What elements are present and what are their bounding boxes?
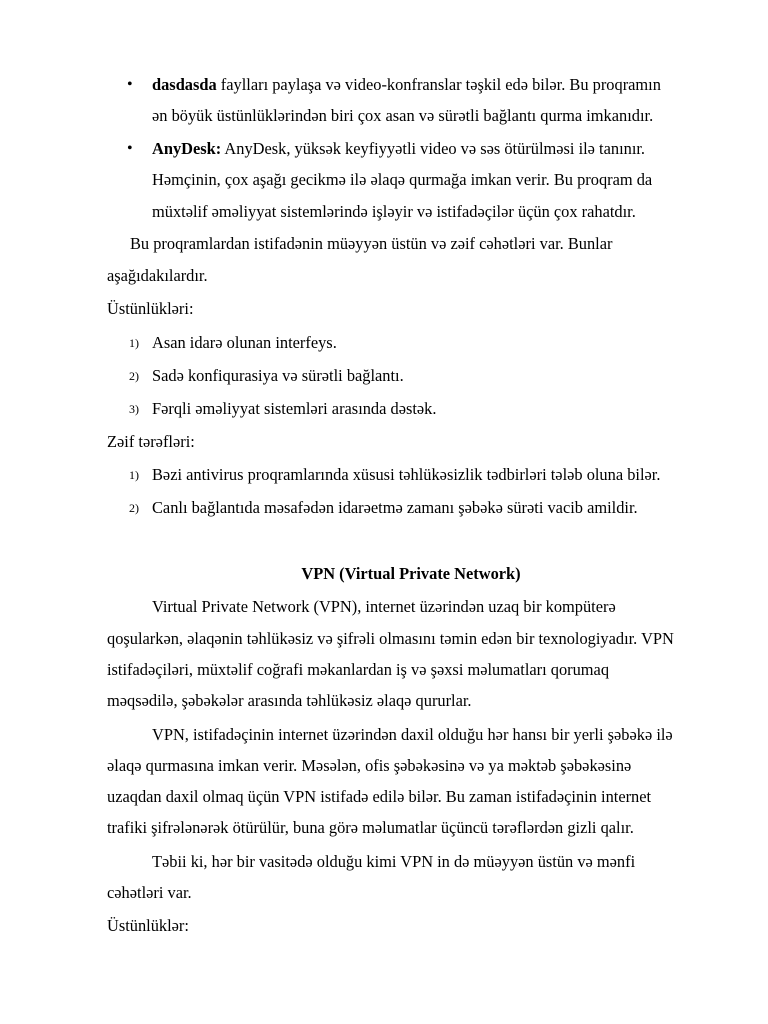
- vpn-paragraph-line: uzaqdan daxil olmaq üçün VPN istifadə edilə bilər. Bu zaman istifadəçinin internet: [107, 787, 652, 806]
- list-item: Fərqli əməliyyat sistemləri arasında dəstək.: [152, 399, 437, 418]
- intro-paragraph-line: Bu proqramlardan istifadənin müəyyən üstün və zəif cəhətləri var. Bunlar: [130, 234, 613, 253]
- advantages-heading: Üstünlükləri:: [107, 299, 194, 318]
- bullet-item-anydesk: [152, 139, 645, 159]
- list-item: Bəzi antivirus proqramlarında xüsusi təhlükəsizlik tədbirləri tələb oluna bilər.: [152, 465, 661, 484]
- bullet-term: AnyDesk:: [152, 139, 222, 158]
- bullet-item-dasdasda: [152, 75, 661, 95]
- vpn-paragraph-line: Virtual Private Network (VPN), internet üzərindən uzaq bir kompüterə: [152, 597, 616, 616]
- bullet-dot: •: [127, 140, 133, 157]
- list-item: Sadə konfiqurasiya və sürətli bağlantı.: [152, 366, 404, 385]
- vpn-paragraph-line: qoşularkən, əlaqənin təhlükəsiz və şifrəli olmasını təmin edən bir texnologiyadır. VPN: [107, 629, 674, 648]
- bullet-text-line: Həmçinin, çox aşağı gecikmə ilə əlaqə qurmağa imkan verir. Bu proqram da: [152, 170, 653, 189]
- vpn-paragraph-line: cəhətləri var.: [107, 883, 192, 902]
- bullet-text-line: ən böyük üstünlüklərindən biri çox asan və sürətli bağlantı qurma imkanıdır.: [152, 106, 654, 125]
- list-number: 2): [129, 369, 139, 383]
- vpn-paragraph-line: VPN, istifadəçinin internet üzərindən daxil olduğu hər hansı bir yerli şəbəkə ilə: [152, 725, 673, 744]
- vpn-paragraph-line: trafiki şifrələnərək ötürülür, buna görə məlumatlar üçüncü tərəflərdən gizli qalır.: [107, 818, 634, 837]
- bullet-term: dasdasda: [152, 75, 217, 94]
- intro-paragraph-line: aşağıdakılardır.: [107, 266, 208, 285]
- list-item: Canlı bağlantıda məsafədən idarəetmə zamanı şəbəkə sürəti vacib amildir.: [152, 498, 638, 517]
- bullet-text-line: müxtəlif əməliyyat sistemlərində işləyir və istifadəçilər üçün çox rahatdır.: [152, 202, 636, 221]
- section-title-vpn: VPN (Virtual Private Network): [301, 564, 521, 583]
- list-number: 1): [129, 468, 139, 482]
- vpn-paragraph-line: istifadəçiləri, müxtəlif coğrafi məkanlardan iş və şəxsi məlumatları qorumaq: [107, 660, 610, 679]
- bullet-text: faylları paylaşa və video-konfranslar təşkil edə bilər. Bu proqramın: [216, 75, 661, 94]
- list-number: 2): [129, 501, 139, 515]
- vpn-paragraph-line: əlaqə qurmasına imkan verir. Məsələn, ofis şəbəkəsinə və ya məktəb şəbəkəsinə: [107, 756, 632, 775]
- vpn-paragraph-line: Təbii ki, hər bir vasitədə olduğu kimi VPN in də müəyyən üstün və mənfi: [152, 852, 636, 871]
- vpn-paragraph-line: məqsədilə, şəbəkələr arasında təhlükəsiz əlaqə qururlar.: [107, 691, 472, 710]
- bullet-dot: •: [127, 76, 133, 93]
- list-number: 1): [129, 336, 139, 350]
- list-item: Asan idarə olunan interfeys.: [152, 333, 337, 352]
- list-number: 3): [129, 402, 139, 416]
- weaknesses-heading: Zəif tərəfləri:: [107, 432, 195, 451]
- vpn-advantages-heading: Üstünlüklər:: [107, 916, 189, 935]
- bullet-text: AnyDesk, yüksək keyfiyyətli video və səs ötürülməsi ilə tanınır.: [221, 139, 646, 158]
